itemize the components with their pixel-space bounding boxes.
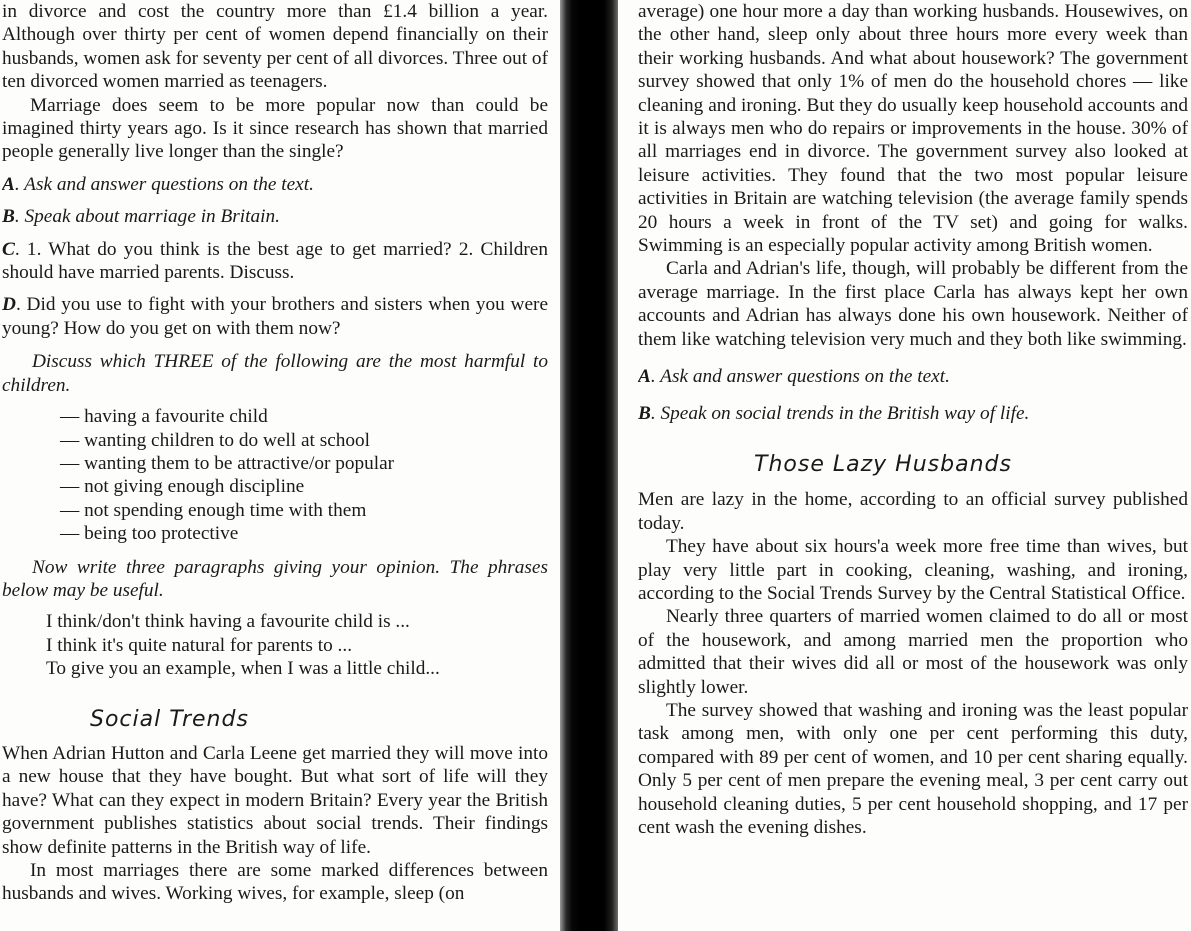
task-a-label: A <box>2 173 15 195</box>
right-task-a <box>638 365 1188 388</box>
phrase-item: To give you an example, when I was a little child... <box>46 658 440 680</box>
task-d-label: D <box>2 294 16 316</box>
lazy-husbands-paragraph-4: The survey showed that washing and ironing was the least popular task among men, with only one per cent performing this duty, compared with 89 per cent of women, and 10 per cent sharing equally. Only 5 per cent of men prepare the evening meal, 3 per cent carry out household cleaning duties, 5 per cent household shopping, and 17 per cent wash the evening dishes. <box>638 699 1188 838</box>
lazy-husbands-paragraph-2: They have about six hours'a week more free time than wives, but play very little part in cooking, cleaning, washing, and ironing, according to the Social Trends Survey by the Central Statistical Office. <box>638 536 1188 604</box>
social-trends-paragraph-1: When Adrian Hutton and Carla Leene get married they will move into a new house that they have bought. But what sort of life will they have? What can they expect in modern Britain? Every year the British government publishes statistics about social trends. Their findings show definite patterns in the British way of life. <box>2 742 548 858</box>
continuation-paragraph-1: average) one hour more a day than working husbands. Housewives, on the other hand, sleep only about three hours more every week than their working husbands. And what about housework? The government survey showed that only 1% of men do the household chores — like cleaning and ironing. But they do usually keep household accounts and it is always men who do repairs or improvements in the house. 30% of all marriages end in divorce. The government survey also looked at leisure activities. They found that the two most popular leisure activities in Britain are watching television (the average family spends 20 hours a week in front of the TV set) and going for walks. Swimming is an especially popular activity among British women. <box>638 1 1188 257</box>
task-b-text: . Speak about marriage in Britain. <box>14 206 280 228</box>
task-c <box>2 238 548 285</box>
book-spine-shadow <box>560 0 618 931</box>
phrase-item: I think/don't think having a favourite child is ... <box>46 611 410 633</box>
right-task-b-text: . Speak on social trends in the British way of life. <box>650 402 1030 424</box>
lazy-husbands-paragraph-1: Men are lazy in the home, according to an official survey published today. <box>638 489 1188 534</box>
list-item: — having a favourite child <box>60 406 268 428</box>
right-task-b <box>638 402 1188 425</box>
left-column <box>2 0 548 931</box>
task-b <box>2 205 548 228</box>
continuation-paragraph-2: Carla and Adrian's life, though, will probably be different from the average marriage. In the first place Carla has always kept her own accounts and Adrian has always done his own housework. Neither of them like watching television very much and they both like swimming. <box>638 258 1188 350</box>
phrases-list <box>2 610 548 680</box>
right-column <box>638 0 1188 931</box>
list-item: — being too protective <box>60 523 239 545</box>
task-c-label: C <box>2 238 15 260</box>
intro-paragraph-2: Marriage does seem to be more popular now than could be imagined thirty years ago. Is it since research has shown that married people generally live longer than the single? <box>2 94 548 163</box>
list-item: — not giving enough discipline <box>60 476 305 498</box>
task-d-text: . Did you use to fight with your brothers and sisters when you were young? How do you get on with them now? <box>2 294 548 339</box>
task-b-label: B <box>2 206 15 228</box>
lazy-husbands-title: Those Lazy Husbands <box>754 451 1012 477</box>
discuss-prompt: Discuss which THREE of the following are the most harmful to children. <box>2 351 548 396</box>
task-a <box>2 173 548 196</box>
right-task-b-label: B <box>638 402 651 424</box>
task-d <box>2 293 548 340</box>
list-item: — not spending enough time with them <box>60 499 367 521</box>
phrase-item: I think it's quite natural for parents to ... <box>46 634 353 656</box>
social-trends-title: Social Trends <box>90 706 249 732</box>
intro-paragraph-1: in divorce and cost the country more than £1.4 billion a year. Although over thirty per cent of women depend financially on their husbands, women ask for seventy per cent of all divorces. Three out of ten divorced women married as teenagers. <box>2 1 548 93</box>
write-prompt: Now write three paragraphs giving your opinion. The phrases below may be useful. <box>2 556 548 601</box>
list-item: — wanting children to do well at school <box>60 429 371 451</box>
task-c-text: . 1. What do you think is the best age to get married? 2. Children should have married parents. Discuss. <box>2 238 548 284</box>
right-task-a-text: . Ask and answer questions on the text. <box>650 366 950 388</box>
social-trends-paragraph-2: In most marriages there are some marked differences between husbands and wives. Working wives, for example, sleep (on <box>2 860 548 905</box>
task-a-text: . Ask and answer questions on the text. <box>14 173 314 195</box>
right-task-a-label: A <box>638 366 651 388</box>
harmful-list <box>2 405 548 545</box>
list-item: — wanting them to be attractive/or popular <box>60 452 395 474</box>
lazy-husbands-paragraph-3: Nearly three quarters of married women claimed to do all or most of the housework, and among married men the proportion who admitted that their wives did all or most of the housework was only slightly lower. <box>638 606 1188 698</box>
